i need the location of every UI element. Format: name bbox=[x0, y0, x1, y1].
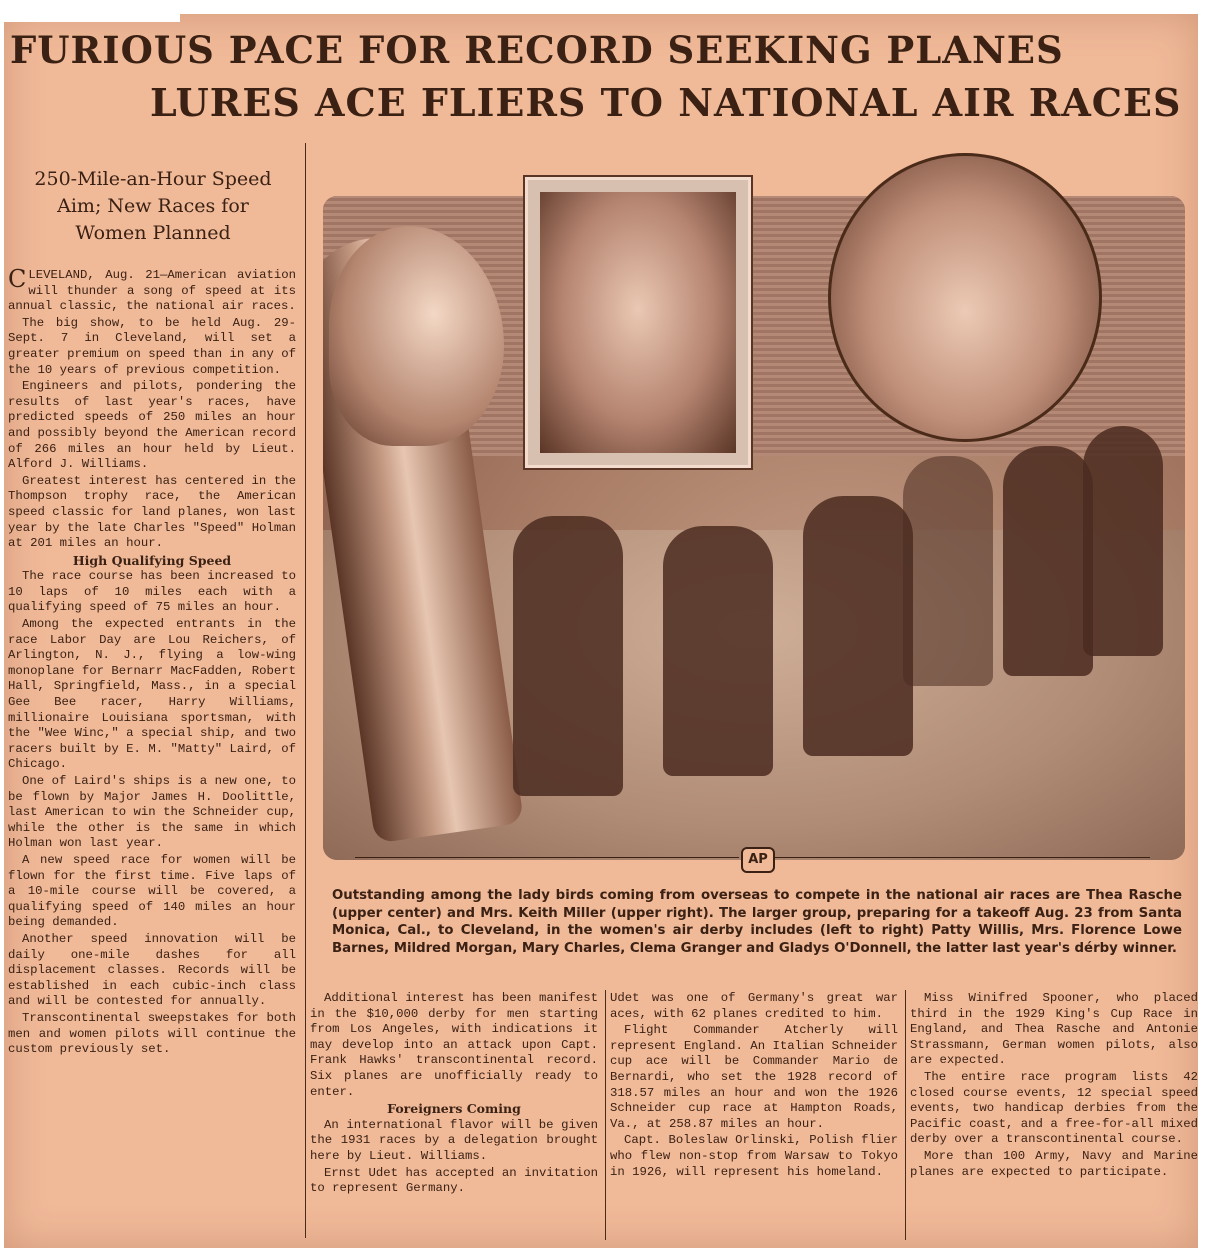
paragraph: Udet was one of Germany's great war aces, with 62 planes credited to him. bbox=[610, 991, 898, 1021]
article-column-1 bbox=[8, 265, 296, 1059]
paragraph: More than 100 Army, Navy and Marine planes are expected to participate. bbox=[910, 1148, 1198, 1179]
aviator-figure bbox=[1003, 446, 1093, 676]
paragraph: Greatest interest has centered in the Thompson trophy race, the American speed classic for land planes, won last year by the late Charles "Speed" Holman at 201 miles an hour. bbox=[8, 473, 296, 551]
paragraph: Among the expected entrants in the race Labor Day are Lou Reichers, of Arlington, N. J., flying a low-wing monoplane for Bernarr MacFadden, Robert Hall, Springfield, Mass., in a special Gee Bee racer, Harry Williams, millionaire Louisiana sportsman, with the "Wee Winc," a special ship, and two racers built by E. M. "Matty" Laird, of Chicago. bbox=[8, 617, 296, 772]
column-rule bbox=[905, 990, 906, 1240]
paragraph: An international flavor will be given the 1931 races by a delegation brought here by Lieut. Williams. bbox=[310, 1117, 598, 1163]
article-column-3 bbox=[610, 991, 898, 1181]
subheadline-line-2: Aim; New Races for bbox=[57, 195, 249, 217]
headline-line-2: LURES ACE FLIERS TO NATIONAL AIR RACES bbox=[150, 80, 1182, 125]
aviator-figure bbox=[663, 526, 773, 776]
column-rule bbox=[305, 143, 306, 1238]
subheadline-line-3: Women Planned bbox=[75, 222, 231, 244]
paragraph: Capt. Boleslaw Orlinski, Polish flier who flew non-stop from Warsaw to Tokyo in 1926, will represent his homeland. bbox=[610, 1133, 898, 1179]
subheadline-line-1: 250-Mile-an-Hour Speed bbox=[34, 168, 272, 190]
paragraph: The entire race program lists 42 closed course events, 12 special speed events, two handicap derbies from the Pacific coast, and a free-for-all mixed derby over a transcontinental course. bbox=[910, 1069, 1198, 1147]
portrait-thea-rasche bbox=[525, 177, 751, 468]
credit-rule-left bbox=[355, 857, 739, 858]
paragraph: Transcontinental sweepstakes for both men and women pilots will continue the custom previously set. bbox=[8, 1010, 296, 1057]
subheadline bbox=[8, 166, 298, 247]
aviator-figure bbox=[903, 456, 993, 686]
portrait-keith-miller bbox=[828, 153, 1102, 442]
aviator-figure bbox=[803, 496, 913, 756]
drop-cap: C bbox=[8, 265, 27, 293]
photo-caption: Outstanding among the lady birds coming from overseas to compete in the national air races are Thea Rasche (upper center) and Mrs. Keith Miller (upper right). The larger group, preparing for a takeoff Aug. 23 from Santa Monica, Cal., to Cleveland, in the women's air derby includes (left to right) Patty Willis, Mrs. Florence Lowe Barnes, Mildred Morgan, Mary Charles, Clema Granger and Gladys O'Donnell, the latter last year's dérby winner. bbox=[332, 888, 1182, 956]
article-column-2 bbox=[310, 991, 598, 1198]
paragraph: Ernst Udet has accepted an invitation to represent Germany. bbox=[310, 1165, 598, 1196]
aviator-figure bbox=[513, 516, 623, 796]
paragraph: Miss Winifred Spooner, who placed third in the 1929 King's Cup Race in England, and Thea Rasche and Antonie Strassmann, German women pilots, also are expected. bbox=[910, 991, 1198, 1068]
column-rule bbox=[605, 990, 606, 1240]
section-subhead: High Qualifying Speed bbox=[72, 552, 232, 568]
credit-rule-right bbox=[775, 857, 1150, 858]
paragraph: A new speed race for women will be flown for the first time. Five laps of a 10-mile course will be covered, a qualifying speed of 140 miles an hour being demanded. bbox=[8, 852, 296, 930]
torn-edge bbox=[0, 0, 180, 22]
section-subhead: Foreigners Coming bbox=[387, 1101, 521, 1117]
paragraph: One of Laird's ships is a new one, to be flown by Major James H. Doolittle, last American to win the Schneider cup, while the other is the same in which Holman won last year. bbox=[8, 774, 296, 851]
paragraph: Additional interest has been manifest in the $10,000 derby for men starting from Los Angeles, with indications it may develop into an attack upon Capt. Frank Hawks' transcontinental record. Six planes are unofficially ready to enter. bbox=[310, 991, 598, 1099]
photo-credit-badge: AP bbox=[741, 847, 775, 873]
article-column-4 bbox=[910, 991, 1198, 1181]
paragraph: The big show, to be held Aug. 29-Sept. 7 in Cleveland, will set a greater premium on speed than in any of the 10 years of previous competition. bbox=[8, 315, 296, 377]
paragraph: Flight Commander Atcherly will represent England. An Italian Schneider cup ace will be Commander Mario de Bernardi, who set the 1928 record of 318.57 miles an hour and won the 1926 Schneider cup race at Hampton Roads, Va., at 258.87 miles an hour. bbox=[610, 1023, 898, 1131]
paragraph: Another speed innovation will be daily one-mile dashes for all displacement classes. Records will be established in each cubic-inch class and will be contested for annually. bbox=[8, 931, 296, 1009]
paragraph: The race course has been increased to 10 laps of 10 miles each with a qualifying speed of 75 miles an hour. bbox=[8, 569, 296, 615]
aviator-figure bbox=[1083, 426, 1163, 656]
paragraph: CLEVELAND, Aug. 21—American aviation will thunder a song of speed at its annual classic, the national air races. bbox=[8, 265, 296, 314]
headline-line-1: FURIOUS PACE FOR RECORD SEEKING PLANES bbox=[10, 28, 1064, 72]
paragraph: Engineers and pilots, pondering the results of last year's races, have predicted speeds of 250 miles an hour and possibly beyond the American record of 266 miles an hour held by Lieut. Alford J. Williams. bbox=[8, 379, 296, 472]
